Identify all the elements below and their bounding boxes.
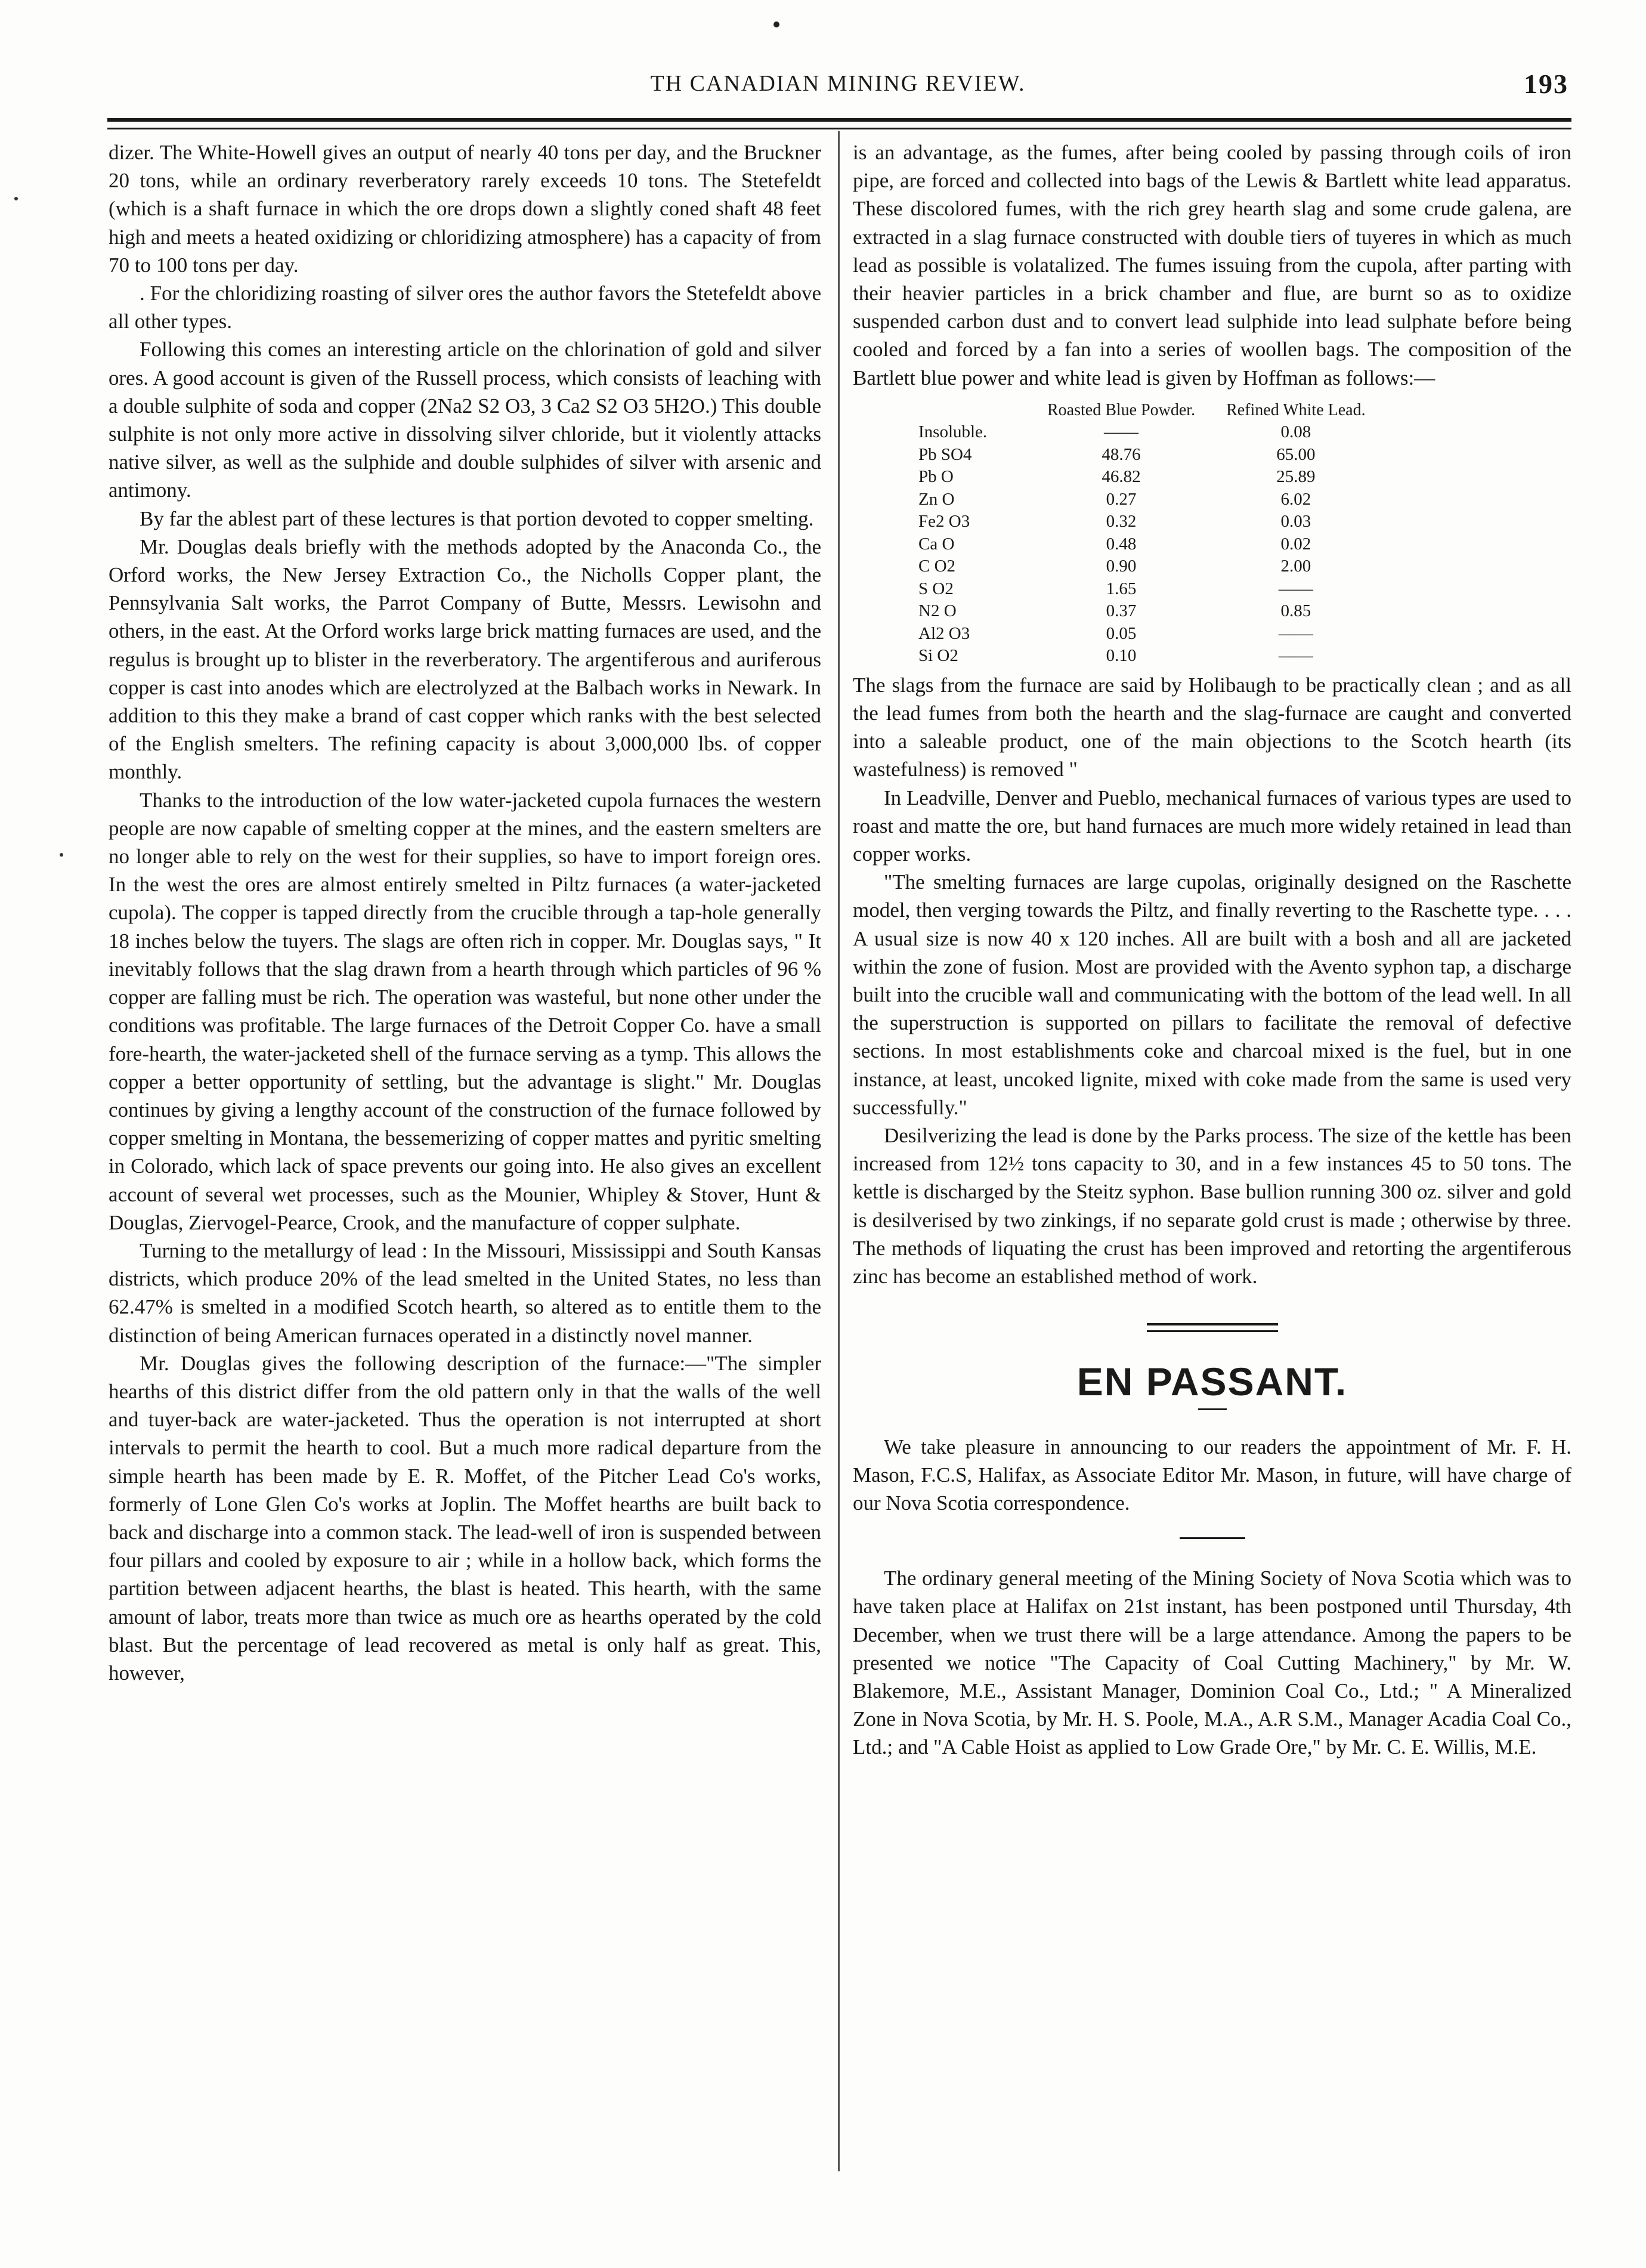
compound-cell: C O2 xyxy=(918,557,956,576)
value-cell: 25.89 xyxy=(1276,467,1316,487)
table-header-cell: Refined White Lead. xyxy=(1226,400,1366,419)
paragraph: Thanks to the introduction of the low water-jacketed cupola furnaces the western people are now capable of smelting copper at the mines, and the eastern smelters are no longer able to rely on the west for their supplies, so have to import foreign ores. In the west the ores are almost entirely smelted in Piltz furnaces (a water-jacketed cupola). The copper is tapped directly from the crucible through a tap-hole generally 18 inches below the tuyers. The slags are often rich in copper. Mr. Douglas says, " It inevitably follows that the slag drawn from a hearth through which particles of 96 % copper are falling must be rich. The operation was wasteful, but none other under the conditions was profitable. The large furnaces of the Detroit Copper Co. have a small fore-hearth, the water-jacketed shell of the furnace serving as a tymp. This allows the copper a better opportunity of settling, but the advantage is slight." Mr. Douglas continues by giving a lengthy account of the construction of the furnace followed by copper smelting in Montana, the bessemerizing of copper mattes and pyritic smelting in Colorado, which lack of space prevents our going into. He also gives an excellent account of several wet processes, such as the Mounier, Whipley & Stover, Hunt & Douglas, Ziervogel-Pearce, Crook, and the manufacture of copper sulphate. xyxy=(109,788,821,1234)
value-cell: —— xyxy=(1278,623,1313,643)
table-row xyxy=(918,555,1381,578)
value-cell: 2.00 xyxy=(1280,557,1311,576)
table-row xyxy=(918,421,1381,444)
compound-cell: Insoluble. xyxy=(918,422,988,442)
value-cell: 0.27 xyxy=(1106,489,1137,509)
print-speck xyxy=(774,21,779,27)
paragraph: The slags from the furnace are said by Holibaugh to be practically clean ; and as all the lead fumes from both the hearth and the slag-furnace are caught and converted into a saleable product, one of the main objections to the Scotch hearth (its wastefulness) is removed " xyxy=(853,673,1571,781)
value-cell: 46.82 xyxy=(1102,467,1141,487)
value-cell: —— xyxy=(1278,579,1313,598)
value-cell: —— xyxy=(1104,422,1139,442)
value-cell: 1.65 xyxy=(1106,579,1137,598)
section-divider xyxy=(1147,1323,1278,1325)
table-row xyxy=(918,600,1381,623)
compound-cell: Fe2 O3 xyxy=(918,512,970,532)
page-number: 193 xyxy=(1524,69,1568,99)
paragraph: dizer. The White-Howell gives an output of nearly 40 tons per day, and the Bruckner 20 tons, while an ordinary reverberatory rarely exceeds 10 tons. The Stetefeldt (which is a shaft furnace in which the ore drops down a slightly coned shaft 48 feet high and meets a heated oxidizing or chloridizing atmosphere) has a capacity of from 70 to 100 tons per day. xyxy=(109,141,821,277)
compound-cell: Al2 O3 xyxy=(918,623,970,643)
compound-cell: Zn O xyxy=(918,489,955,509)
table-row xyxy=(918,444,1381,466)
value-cell: 0.85 xyxy=(1280,601,1311,621)
value-cell: 0.10 xyxy=(1106,646,1137,666)
compound-cell: N2 O xyxy=(918,601,957,621)
section-divider xyxy=(1147,1330,1278,1332)
compound-cell: S O2 xyxy=(918,579,954,598)
value-cell: 0.02 xyxy=(1280,534,1311,554)
heading-rule xyxy=(1198,1408,1227,1410)
right-column xyxy=(853,138,1571,1762)
paragraph: Desilverizing the lead is done by the Parks process. The size of the kettle has been increased from 12½ tons capacity to 30, and in a few instances 45 to 50 tons. The kettle is discharged by the Steitz syphon. Base bullion running 300 oz. silver and gold is desilverised by two zinkings, if no separate gold crust is made ; otherwise by three. The methods of liquating the crust has been improved and retorting the argentiferous zinc has become an established method of work. xyxy=(853,1124,1571,1289)
paragraph: We take pleasure in announcing to our readers the appointment of Mr. F. H. Mason, F.C.S, Halifax, as Associate Editor Mr. Mason, in future, will have charge of our Nova Scotia correspondence. xyxy=(853,1435,1571,1515)
section-heading: EN PASSANT. xyxy=(1076,1359,1348,1404)
value-cell: 65.00 xyxy=(1276,444,1316,464)
left-column xyxy=(109,138,821,1687)
compound-cell: Pb SO4 xyxy=(918,444,972,464)
paragraph: In Leadville, Denver and Pueblo, mechanical furnaces of various types are used to roast and matte the ore, but hand furnaces are much more widely retained in lead than copper works. xyxy=(853,786,1571,866)
value-cell: 0.05 xyxy=(1106,623,1137,643)
table-row xyxy=(918,623,1381,645)
paragraph: . For the chloridizing roasting of silver ores the author favors the Stetefeldt above all other types. xyxy=(109,282,821,333)
compound-cell: Ca O xyxy=(918,534,955,554)
paragraph: is an advantage, as the fumes, after being cooled by passing through coils of iron pipe, are forced and collected into bags of the Lewis & Bartlett white lead apparatus. These discolored fumes, with the rich grey hearth slag and some crude galena, are extracted in a slag furnace constructed with double tiers of tuyeres in which as much lead as possible is volatalized. The fumes issuing from the cupola, after parting with their heavier particles in a brick chamber and flue, are burnt so as to oxidize suspended carbon dust and to convert lead sulphide into lead sulphate before being cooled and forced by a fan into a series of woollen bags. The composition of the Bartlett blue power and white lead is given by Hoffman as follows:— xyxy=(853,141,1571,390)
paragraph: "The smelting furnaces are large cupolas, originally designed on the Raschette model, then verging towards the Piltz, and finally reverting to the Raschette type. . . . A usual size is now 40 x 120 inches. All are built with a bosh and all are jacketed within the zone of fusion. Most are provided with the Avento syphon tap, a discharge built into the crucible wall and communicating with the bottom of the lead well. In all the superstruction is supported on pillars to facilitate the removal of defective sections. In most establishments coke and charcoal mixed is the fuel, but in one instance, at least, uncoked lignite, mixed with coke made from the same is used very successfully." xyxy=(853,870,1571,1119)
paragraph: Following this comes an interesting article on the chlorination of gold and silver ores. A good account is given of the Russell process, which consists of leaching with a double sulphite of soda and copper (2Na2 S2 O3, 3 Ca2 S2 O3 5H2O.) This double sulphite is not only more active in dissolving silver chloride, but it violently attacks native silver, as well as the sulphide and double sulphides of silver with arsenic and antimony. xyxy=(109,338,821,502)
header-rule-thin xyxy=(107,128,1571,129)
compound-cell: Pb O xyxy=(918,467,954,487)
print-speck xyxy=(60,853,63,857)
value-cell: 48.76 xyxy=(1102,444,1141,464)
paragraph: By far the ablest part of these lectures is that portion devoted to copper smelting. xyxy=(140,506,814,530)
paragraph: Turning to the metallurgy of lead : In the Missouri, Mississippi and South Kansas districts, which produce 20% of the lead smelted in the United States, no less than 62.47% is smelted in a modified Scotch hearth, so altered as to entitle them to the distinction of being American furnaces operated in a distinctly novel manner. xyxy=(109,1238,821,1347)
paragraph: Mr. Douglas gives the following description of the furnace:—"The simpler hearths of this district differ from the old pattern only in that the walls of the well and tuyer-back are water-jacketed. Thus the operation is not interrupted at short intervals to permit the hearth to cool. But a much more radical departure from the simple hearth has been made by E. R. Moffet, of the Pitcher Lead Co's works, formerly of Lone Glen Co's works at Joplin. The Moffet hearths are built back to back and discharge into a common stack. The lead-well of iron is suspended between four pillars and cooled by exposure to air ; while in a hollow back, which forms the partition between adjacent hearths, the blast is heated. This hearth, with the same amount of labor, treats more than twice as much ore as hearths operated by the cold blast. But the percentage of lead recovered as metal is only half as great. This, however, xyxy=(109,1351,821,1685)
value-cell: 0.03 xyxy=(1280,512,1311,532)
value-cell: —— xyxy=(1278,646,1313,666)
table-row xyxy=(918,466,1381,489)
header-rule-thick xyxy=(107,118,1571,122)
table-header-cell xyxy=(918,399,1032,422)
value-cell: 0.37 xyxy=(1106,601,1137,621)
publication-title: TH CANADIAN MINING REVIEW. xyxy=(650,71,1026,96)
table-header-cell: Roasted Blue Powder. xyxy=(1047,400,1196,419)
paragraph: The ordinary general meeting of the Mining Society of Nova Scotia which was to have taken place at Halifax on 21st instant, has been postponed until Thursday, 4th December, when we trust there will be a large attendance. Among the papers to be presented we notice "The Capacity of Coal Cutting Machinery," by Mr. W. Blakemore, M.E., Assistant Manager, Dominion Coal Co., Ltd.; " A Mineralized Zone in Nova Scotia, by Mr. H. S. Poole, M.A., A.R S.M., Manager Acadia Coal Co., Ltd.; and "A Cable Hoist as applied to Low Grade Ore," by Mr. C. E. Willis, M.E. xyxy=(853,1566,1571,1759)
value-cell: 6.02 xyxy=(1280,489,1311,509)
table-row xyxy=(918,533,1381,556)
value-cell: 0.48 xyxy=(1106,534,1137,554)
paragraph: Mr. Douglas deals briefly with the methods adopted by the Anaconda Co., the Orford works, the New Jersey Extraction Co., the Nicholls Copper plant, the Pennsylvania Salt works, the Parrot Company of Butte, Messrs. Lewisohn and others, in the east. At the Orford works large brick matting furnaces are used, and the regulus is brought up to blister in the reverberatory. The argentiferous and auriferous copper is cast into anodes which are electrolyzed at the Balbach works in Newark. In addition to this they make a brand of cast copper which ranks with the best selected of the English smelters. The refining capacity is about 3,000,000 lbs. of copper monthly. xyxy=(109,534,821,784)
item-divider xyxy=(1180,1537,1245,1539)
table-row xyxy=(918,645,1381,668)
table-row xyxy=(918,511,1381,533)
table-header-row xyxy=(918,399,1381,422)
compound-cell: Si O2 xyxy=(918,646,958,666)
column-divider xyxy=(838,131,840,2171)
value-cell: 0.32 xyxy=(1106,512,1137,532)
value-cell: 0.90 xyxy=(1106,557,1137,576)
table-row xyxy=(918,489,1381,511)
page-header xyxy=(107,70,1568,106)
composition-table xyxy=(918,399,1381,668)
table-row xyxy=(918,578,1381,601)
print-speck xyxy=(14,197,18,200)
value-cell: 0.08 xyxy=(1280,422,1311,442)
